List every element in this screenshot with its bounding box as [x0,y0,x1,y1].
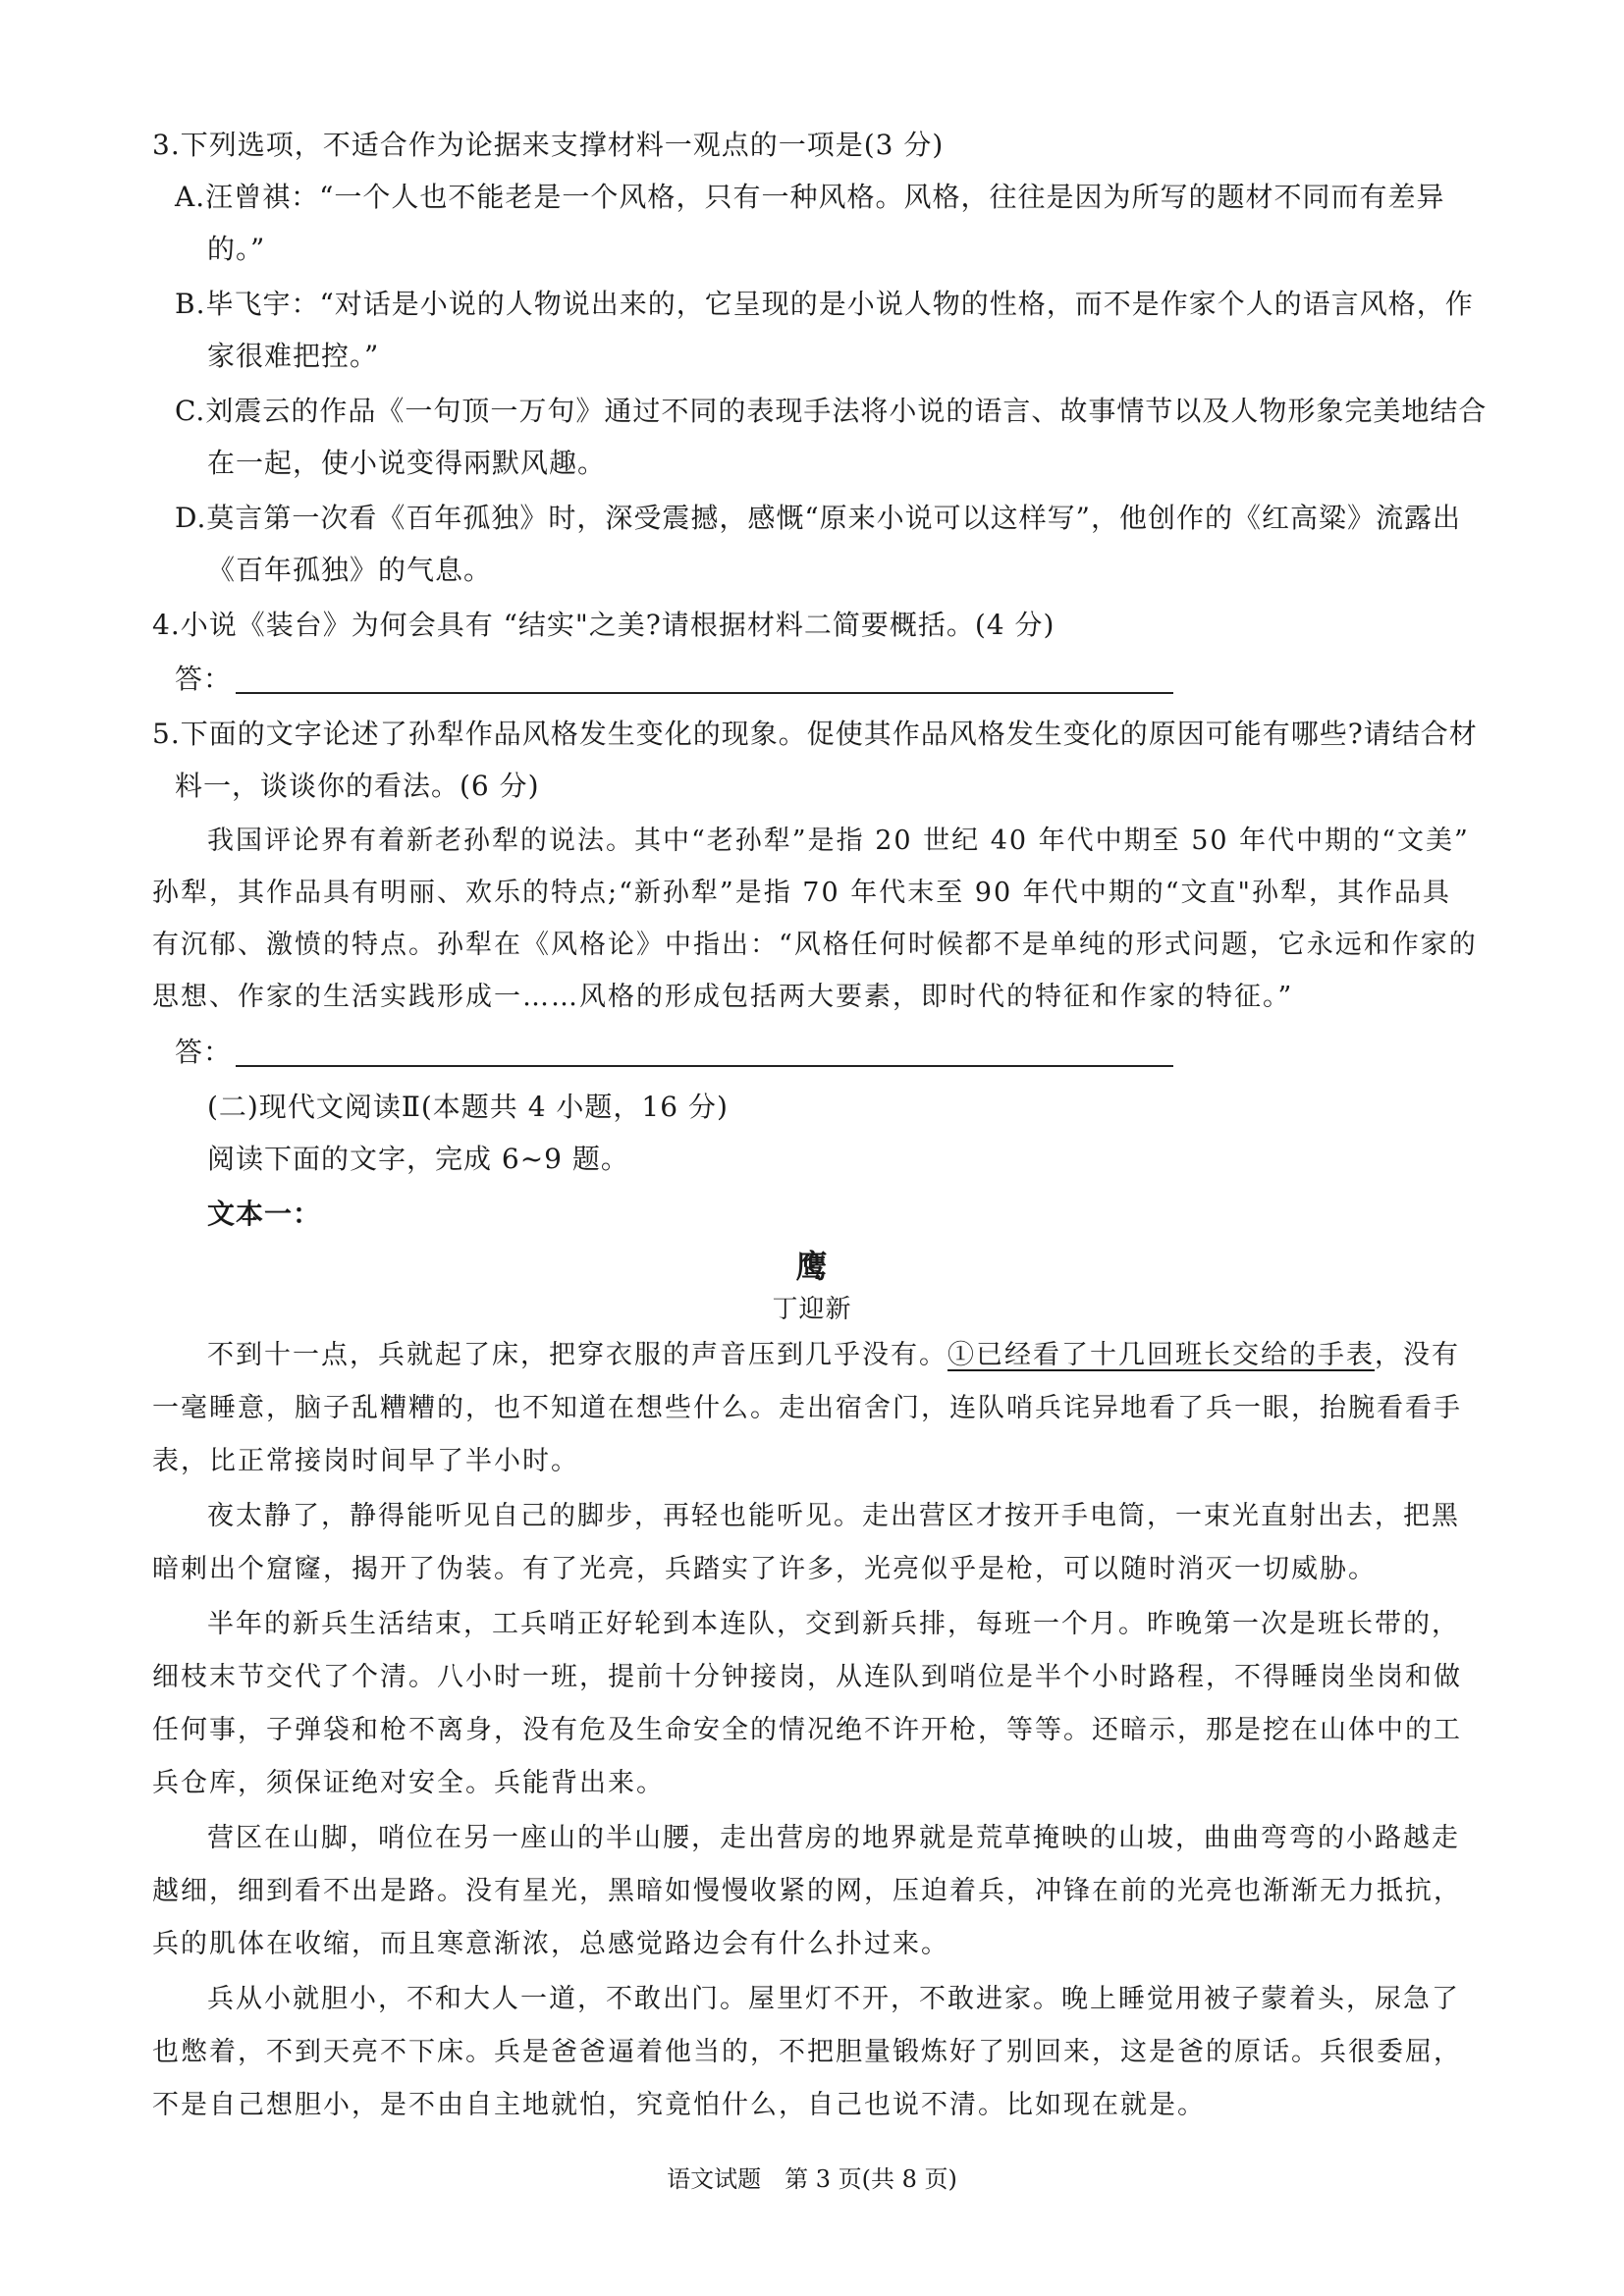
q5-answer-line[interactable] [236,1065,1173,1067]
q3-option-d-line2: 《百年孤独》的气息。 [207,554,493,586]
story-line-14: 也憋着，不到天亮不下床。兵是爸爸逼着他当的，不把胆量锻炼好了别回来，这是爸的原话。兵很委屈， [152,2037,1462,2067]
text-one-label: 文本一： [207,1198,322,1230]
q3-option-a-line1: A.汪曾祺：“一个人也不能老是一个风格，只有一种风格。风格，往往是因为所写的题材不同而有差异 [175,181,1445,213]
q4-stem: 4.小说《装台》为何会具有 “结实"之美?请根据材料二简要概括。(4 分) [152,609,1056,641]
q5-passage-line2: 孙犁，其作品具有明丽、欢乐的特点;“新孙犁”是指 70 年代末至 90 年代中期的“文直"孙犁，其作品具 [152,878,1451,908]
story-line-1: 不到十一点，兵就起了床，把穿衣服的声音压到几乎没有。①已经看了十几回班长交给的手表，没有 [207,1340,1460,1370]
section-instruction: 阅读下面的文字，完成 6~9 题。 [207,1143,629,1175]
story-line-9: 兵仓库，须保证绝对安全。兵能背出来。 [152,1768,665,1798]
story-line-5: 暗刺出个窟窿，揭开了伪装。有了光亮，兵踏实了许多，光亮似乎是枪，可以随时消灭一切威胁。 [152,1554,1377,1584]
underlined-sentence-1: ①已经看了十几回班长交给的手表 [947,1340,1375,1370]
story-line-11: 越细，细到看不出是路。没有星光，黑暗如慢慢收紧的网，压迫着兵，冲锋在前的光亮也渐渐无力抵抗， [152,1876,1462,1906]
page-footer: 语文试题 第 3 页(共 8 页) [667,2165,957,2193]
q3-option-d-line1: D.莫言第一次看《百年孤独》时，深受震撼，感慨“原来小说可以这样写”，他创作的《红高粱》流露出 [175,502,1461,534]
q5-stem-line1: 5.下面的文字论述了孙犁作品风格发生变化的现象。促使其作品风格发生变化的原因可能有哪些?请结合材 [152,718,1478,750]
story-author: 丁迎新 [772,1295,852,1324]
q3-stem: 3.下列选项，不适合作为论据来支撑材料一观点的一项是(3 分) [152,129,945,161]
story-line-3: 表，比正常接岗时间早了半小时。 [152,1446,579,1476]
q3-option-c-line1: C.刘震云的作品《一句顶一万句》通过不同的表现手法将小说的语言、故事情节以及人物形象完美地结合 [175,395,1488,427]
q5-stem-line2: 料一，谈谈你的看法。(6 分) [175,770,540,802]
q3-option-b-line2: 家很难把控。” [207,340,380,372]
q5-passage-line1: 我国评论界有着新老孙犁的说法。其中“老孙犁”是指 20 世纪 40 年代中期至 50 年代中期的“文美” [207,826,1470,856]
story-line-13: 兵从小就胆小，不和大人一道，不敢出门。屋里灯不开，不敢进家。晚上睡觉用被子蒙着头，尿急了 [207,1984,1460,2014]
q4-answer-label: 答： [175,663,233,695]
story-line-10: 营区在山脚，哨位在另一座山的半山腰，走出营房的地界就是荒草掩映的山坡，曲曲弯弯的小路越走 [207,1823,1460,1853]
story-line-8: 任何事，子弹袋和枪不离身，没有危及生命安全的情况绝不许开枪，等等。还暗示，那是挖在山体中的工 [152,1715,1462,1745]
q3-option-a-line2: 的。” [207,233,266,265]
q5-answer-label: 答： [175,1036,233,1068]
q4-answer-line[interactable] [236,692,1173,694]
story-line-15: 不是自己想胆小，是不由自主地就怕，究竟怕什么，自己也说不清。比如现在就是。 [152,2090,1206,2120]
q5-passage-line4: 思想、作家的生活实践形成一……风格的形成包括两大要素，即时代的特征和作家的特征。” [152,982,1294,1012]
q5-passage-line3: 有沉郁、激愤的特点。孙犁在《风格论》中指出：“风格任何时候都不是单纯的形式问题，它永远和作家的 [152,930,1478,960]
q3-option-b-line1: B.毕飞宇：“对话是小说的人物说出来的，它呈现的是小说人物的性格，而不是作家个人的语言风格，作 [175,288,1474,320]
story-line-4: 夜太静了，静得能听见自己的脚步，再轻也能听见。走出营区才按开手电筒，一束光直射出去，把黑 [207,1501,1460,1531]
story-line-2: 一毫睡意，脑子乱糟糟的，也不知道在想些什么。走出宿舍门，连队哨兵诧异地看了兵一眼，抬腕看看手 [152,1393,1462,1423]
story-title: 鹰 [795,1248,829,1285]
story-line-7: 细枝末节交代了个清。八小时一班，提前十分钟接岗，从连队到哨位是半个小时路程，不得睡岗坐岗和做 [152,1662,1462,1692]
q3-option-c-line2: 在一起，使小说变得兩默风趣。 [207,447,607,479]
section-heading: (二)现代文阅读Ⅱ(本题共 4 小题，16 分) [207,1091,729,1123]
story-line-6: 半年的新兵生活结束，工兵哨正好轮到本连队，交到新兵排，每班一个月。昨晚第一次是班长带的， [207,1609,1460,1639]
story-line-12: 兵的肌体在收缩，而且寒意渐浓，总感觉路边会有什么扑过来。 [152,1929,949,1959]
